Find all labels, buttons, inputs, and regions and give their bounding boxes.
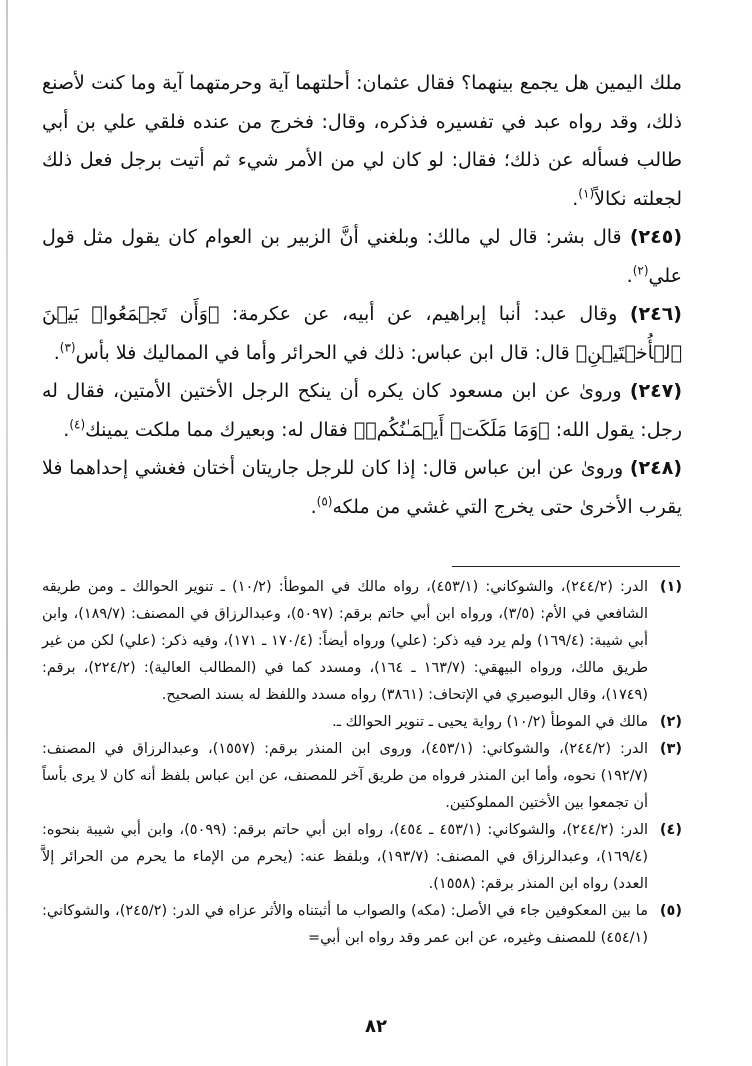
paragraph-text: قال بشر: قال لي مالك: وبلغني أنَّ الزبير بن العوام كان يقول مثل قول علي bbox=[42, 226, 682, 287]
footnote-ref: (٤) bbox=[69, 417, 86, 432]
footnote-mark: (١) bbox=[659, 579, 682, 595]
footnote-ref: (٢) bbox=[632, 263, 649, 278]
paragraph-end: . bbox=[53, 341, 60, 364]
footnote-text: الدر: (٢٤٤/٢)، والشوكاني: (٤٥٣/١ ـ ٤٥٤)، رواه ابن أبي حاتم برقم: (٥٠٩٩)، وابن أبي شيبة بنحوه: (١٦٩/٤)، وعبدالرزاق في المصنف: (١٩٣/٧)، وبلفظ عنه: (يحرم من الإماء ما يحرم من الحرائر إلاَّ العدد) رواه ابن المنذر برقم: (١٥٥٨). bbox=[42, 822, 649, 892]
main-text bbox=[42, 64, 682, 526]
footnote-text: الدر: (٢٤٤/٢)، والشوكاني: (٤٥٣/١)، وروى ابن المنذر برقم: (١٥٥٧)، وعبدالرزاق في المصنف: (١٩٢/٧) نحوه، وأما ابن المنذر فرواه من طريق آخر للمصنف، عن ابن عباس بلفظ أنه كان لا يرى بأساً أن تجمعوا بين الأختين المملوكتين. bbox=[42, 741, 648, 811]
paragraph-continuation bbox=[42, 64, 682, 218]
footnote-ref: (١) bbox=[578, 186, 595, 201]
footnote-5 bbox=[42, 898, 682, 952]
footnote-mark: (٢) bbox=[659, 714, 682, 730]
paragraph-number: (٢٤٥) bbox=[629, 226, 682, 248]
footnote-mark: (٤) bbox=[659, 822, 682, 838]
page-number: ٨٢ bbox=[365, 1016, 387, 1037]
paragraph-246 bbox=[42, 295, 682, 372]
footnote-2 bbox=[42, 709, 682, 736]
footnote-4 bbox=[42, 817, 682, 898]
paragraph-number: (٢٤٨) bbox=[629, 457, 682, 479]
footnote-1 bbox=[42, 574, 682, 709]
footnote-text: ما بين المعكوفين جاء في الأصل: (مكه) والصواب ما أثبتناه والأثر عزاه في الدر: (٢٤٥/٢)، والشوكاني: (٤٥٤/١) للمصنف وغيره، عن ابن عمر وقد رواه ابن أبي= bbox=[42, 903, 648, 946]
footnotes bbox=[42, 574, 682, 952]
paragraph-text: ملك اليمين هل يجمع بينهما؟ فقال عثمان: أحلتهما آية وحرمتهما آية وما كنت لأصنع ذلك، وقد رواه عبد في تفسيره فذكره، وقال: فخرج من عنده فلقي علي بن أبي طالب فسأله عن ذلك؛ فقال: لو كان لي من الأمر شيء ثم أتيت برجل فعل ذلك لجعلته نكالاً bbox=[42, 72, 682, 210]
paragraph-end: . bbox=[63, 418, 70, 441]
paragraph-end: . bbox=[310, 495, 317, 518]
paragraph-number: (٢٤٧) bbox=[629, 380, 682, 402]
paragraph-247 bbox=[42, 372, 682, 449]
paragraph-text: وروىٰ عن ابن عباس قال: إذا كان للرجل جاريتان أختان فغشي إحداهما فلا يقرب الأخرىٰ حتى يخرج التي غشي من ملكه bbox=[42, 457, 682, 518]
footnote-mark: (٣) bbox=[659, 741, 682, 757]
paragraph-text: وقال عبد: أنبا إبراهيم، عن أبيه، عن عكرمة: ﴿وَأَن تَجۡمَعُوا۟ بَيۡنَ ٱلۡأُخۡتَيۡنِ﴾ قال: قال ابن عباس: ذلك في الحرائر وأما في المماليك فلا بأس bbox=[42, 303, 682, 364]
paragraph-end: . bbox=[626, 264, 633, 287]
paragraph-245 bbox=[42, 218, 682, 295]
footnote-mark: (٥) bbox=[659, 903, 682, 919]
scan-binding-edge bbox=[6, 0, 8, 1066]
footnote-ref: (٥) bbox=[316, 494, 333, 509]
paragraph-number: (٢٤٦) bbox=[629, 303, 682, 325]
footnote-ref: (٣) bbox=[59, 340, 76, 355]
footnote-text: مالك في الموطأ (١٠/٢) رواية يحيى ـ تنوير الحوالك ـ. bbox=[332, 714, 648, 730]
footnote-separator bbox=[452, 566, 680, 567]
paragraph-248 bbox=[42, 449, 682, 526]
footnote-text: الدر: (٢٤٤/٢)، والشوكاني: (٤٥٣/١)، رواه مالك في الموطأ: (١٠/٢) ـ تنوير الحوالك ـ ومن طريقه الشافعي في الأم: (٣/٥)، ورواه ابن أبي حاتم برقم: (٥٠٩٧)، وعبدالرزاق في المصنف: (١٨٩/٧)، وابن أبي شيبة: (١٦٩/٤) ولم يرد فيه ذكر: (علي) ورواه أيضاً: (١٧٠/٤ ـ ١٧١)، وفيه ذكر: (علي) لكن من غير طريق مالك، ورواه البيهقي: (١٦٣/٧ ـ ١٦٤)، ومسدد كما في (المطالب العالية): (٢٢٤/٢)، برقم: (١٧٤٩)، وقال البوصيري في الإتحاف: (٣٨٦١) رواه مسدد واللفظ له بسند الصحيح. bbox=[42, 579, 649, 703]
footnote-3 bbox=[42, 736, 682, 817]
paragraph-text: وروىٰ عن ابن مسعود كان يكره أن ينكح الرجل الأختين الأمتين، فقال له رجل: يقول الله: ﴿وَمَا مَلَكَتۡ أَيۡمَـٰنُكُمۡ﴾ فقال له: وبعيرك مما ملكت يمينك bbox=[42, 380, 682, 441]
paragraph-end: . bbox=[572, 187, 579, 210]
